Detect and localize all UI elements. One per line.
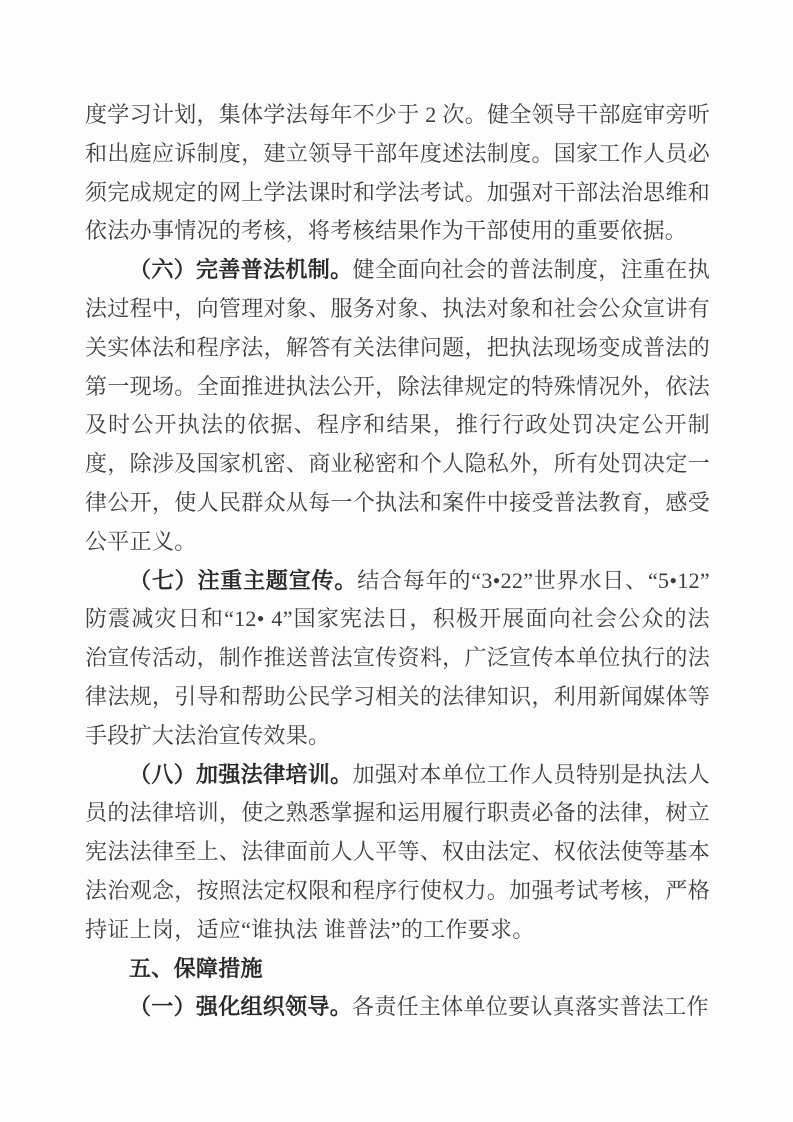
paragraph-body-7: 结合每年的“3•22”世界水日、“5•12”防震减灾日和“12• 4”国家宪法日，积极开展面向社会公众的法治宣传活动，制作推送普法宣传资料，广泛宣传本单位执行的法律法规，引导和帮助公民学习相关的法律知识，利用新闻媒体等手段扩大法治宣传效果。 xyxy=(85,567,710,748)
paragraph-lead-8: （八）加强法律培训。 xyxy=(129,761,353,787)
paragraph-item-6 xyxy=(85,251,710,561)
document-text-block xyxy=(85,96,710,1027)
paragraph-item-5-1 xyxy=(85,988,710,1027)
paragraph-continuation: 度学习计划，集体学法每年不少于 2 次。健全领导干部庭审旁听和出庭应诉制度，建立领导干部年度述法制度。国家工作人员必须完成规定的网上学法课时和学法考试。加强对干部法治思维和依法办事情况的考核，将考核结果作为干部使用的重要依据。 xyxy=(85,102,711,244)
paragraph-body-6: 健全面向社会的普法制度，注重在执法过程中，向管理对象、服务对象、执法对象和社会公众宣讲有关实体法和程序法，解答有关法律问题，把执法现场变成普法的第一现场。全面推进执法公开，除法律规定的特殊情况外，依法及时公开执法的依据、程序和结果，推行行政处罚决定公开制度，除涉及国家机密、商业秘密和个人隐私外，所有处罚决定一律公开，使人民群众从每一个执法和案件中接受普法教育，感受公平正义。 xyxy=(85,257,710,554)
section-heading-5: 五、保障措施 xyxy=(129,955,263,981)
paragraph-item-8 xyxy=(85,756,710,950)
paragraph-lead-5-1: （一）强化组织领导。 xyxy=(129,994,353,1020)
paragraph-lead-7: （七）注重主题宣传。 xyxy=(129,567,358,593)
paragraph-body-5-1: 各责任主体单位要认真落实普法工作 xyxy=(352,994,709,1020)
paragraph-item-7 xyxy=(85,562,710,756)
paragraph-lead-6: （六）完善普法机制。 xyxy=(129,257,353,283)
paragraph-body-8: 加强对本单位工作人员特别是执法人员的法律培训，使之熟悉掌握和运用履行职责必备的法律，树立宪法法律至上、法律面前人人平等、权由法定、权依法使等基本法治观念，按照法定权限和程序行使权力。加强考试考核，严格持证上岗，适应“谁执法 谁普法”的工作要求。 xyxy=(85,761,710,942)
